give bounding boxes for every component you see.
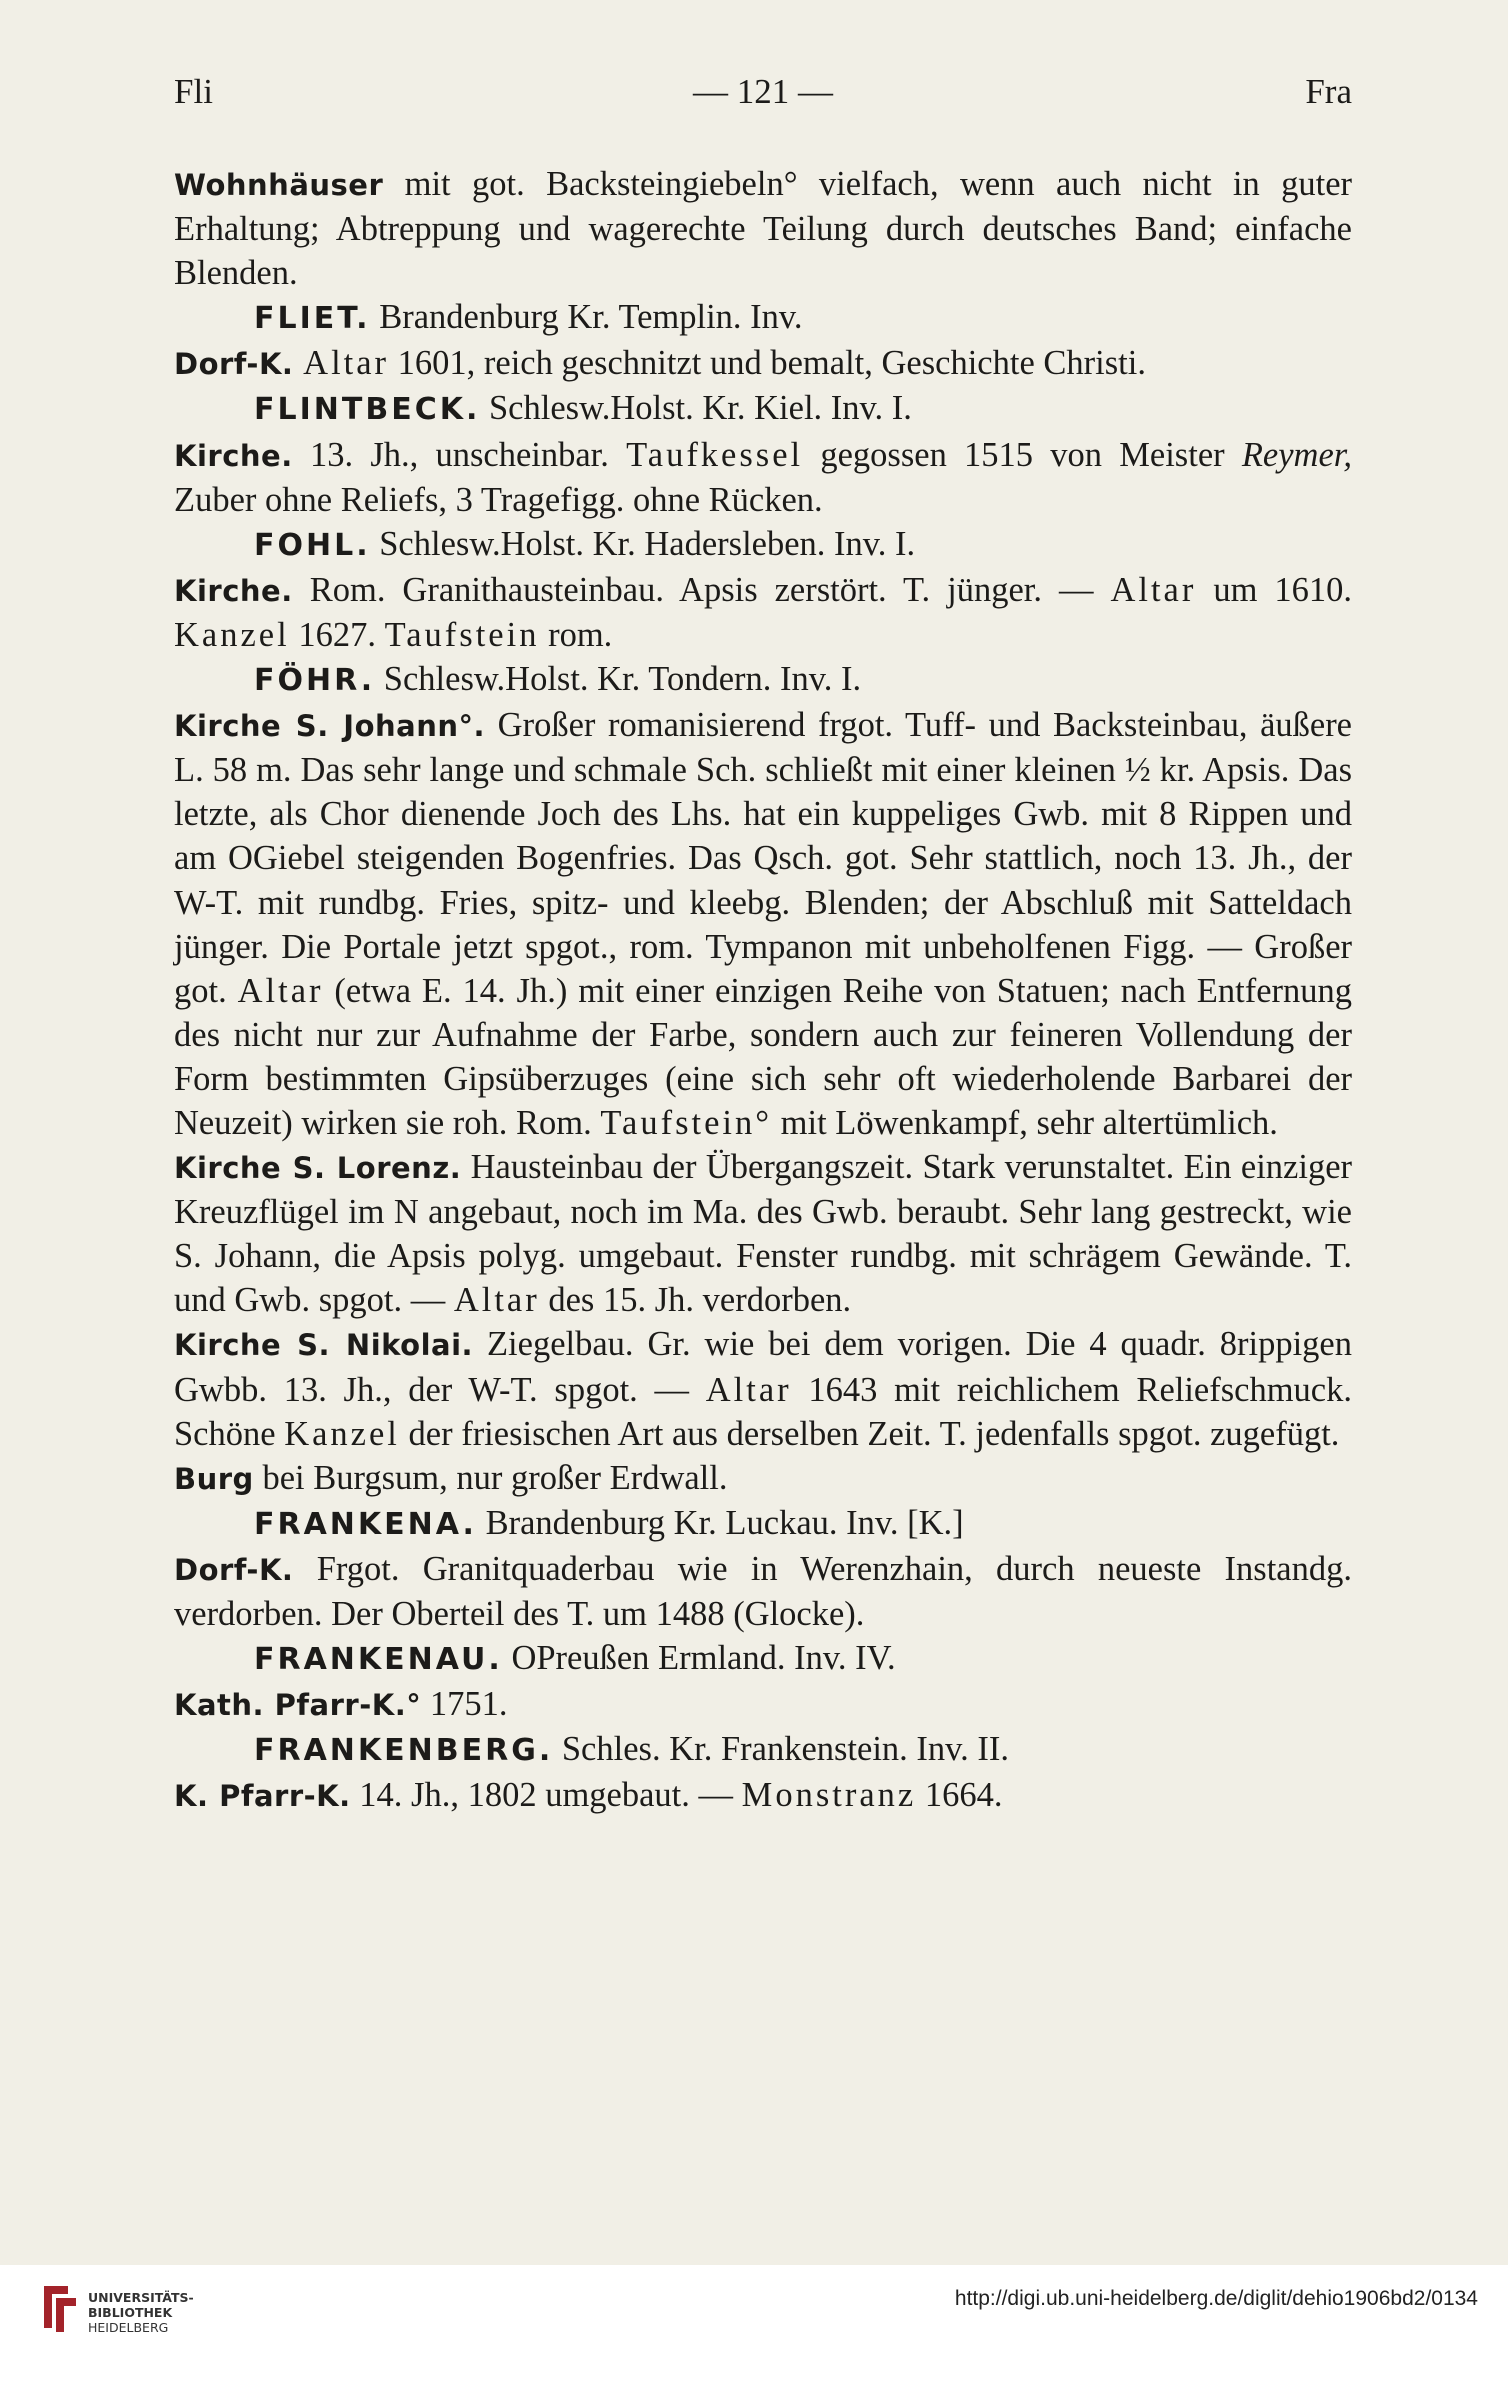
logo-line-1: UNIVERSITÄTS-: [88, 2290, 194, 2305]
spaced-term: Altar: [453, 1281, 540, 1320]
entry-dorf-k: [174, 341, 1352, 386]
logo-line-3: HEIDELBERG: [88, 2320, 169, 2335]
entry-text: 1601, reich geschnitzt und bemalt, Geschichte Christi.: [389, 344, 1146, 383]
place-name: FLIET.: [254, 301, 371, 337]
spaced-term: Taufkessel: [626, 435, 804, 474]
keyword: Burg: [174, 1461, 254, 1496]
entry-text: 1643 mit reichlichem Reliefschmuck. Schöne: [174, 1370, 1352, 1453]
place-heading-fliet: [174, 295, 1352, 341]
page-number: — 121 —: [693, 72, 833, 111]
spaced-term: Kanzel: [174, 615, 290, 654]
entry-text: mit Löwenkampf, sehr altertümlich.: [772, 1103, 1278, 1142]
header-left: Fli: [174, 72, 213, 111]
entry-text: Hausteinbau der Übergangszeit. Stark verunstaltet. Ein einziger Kreuzflügel im N angebaut, noch im Ma. des Gwb. beraubt. Sehr lang gestreckt, wie S. Johann, die Apsis polyg. umgebaut. Fenster rundbg. mit schrägem Gewände. T. und Gwb. spgot. —: [174, 1148, 1353, 1320]
entry-text: mit got. Backsteingiebeln° vielfach, wenn auch nicht in guter Erhaltung; Abtreppung und wagerechte Teilung durch deutsches Band; einfache Blenden.: [174, 165, 1352, 293]
entry-kirche-s-johann: [174, 703, 1352, 1145]
logo-line-2: BIBLIOTHEK: [88, 2305, 173, 2320]
entry-wohnhaeuser: [174, 162, 1352, 295]
keyword: Kirche S. Nikolai.: [174, 1328, 474, 1363]
entry-text: 14. Jh., 1802 umgebaut. —: [350, 1776, 742, 1815]
keyword: Kirche S. Lorenz.: [174, 1151, 462, 1186]
entry-text: 13. Jh., unscheinbar.: [292, 435, 627, 474]
keyword: Wohnhäuser: [174, 168, 384, 202]
spaced-term: Taufstein: [384, 615, 540, 654]
library-logo-text: [88, 2290, 194, 2335]
entry-text: um 1610.: [1196, 570, 1352, 609]
place-info: Schlesw.Holst. Kr. Hadersleben. Inv. I.: [370, 524, 916, 563]
place-name: FÖHR.: [254, 663, 376, 699]
entry-text: Rom. Granithausteinbau. Apsis zerstört. T. jünger. —: [292, 570, 1111, 609]
spaced-term: Altar: [237, 971, 324, 1010]
permalink-url[interactable]: http://digi.ub.uni-heidelberg.de/diglit/dehio1906bd2/0134: [954, 2287, 1478, 2310]
entry-text: 1751.: [421, 1685, 508, 1724]
place-name: FLINTBECK.: [254, 392, 481, 428]
entry-dorf-k-frankena: [174, 1547, 1352, 1636]
entry-burg: [174, 1456, 1352, 1501]
place-info: Brandenburg Kr. Templin. Inv.: [370, 298, 803, 337]
entry-k-pfarr-k: [174, 1773, 1352, 1818]
entry-text: 1664.: [916, 1776, 1003, 1815]
entry-text: Frgot. Granitquaderbau wie in Werenzhain, durch neueste Instandg. verdorben. Der Oberteil des T. um 1488 (Glocke).: [174, 1549, 1352, 1633]
keyword: Kirche.: [174, 438, 293, 473]
place-heading-flintbeck: [174, 386, 1352, 432]
keyword: Dorf-K.: [174, 1552, 294, 1587]
entry-kirche-s-nikolai: [174, 1322, 1352, 1455]
entry-kath-pfarr-k: [174, 1682, 1352, 1727]
keyword: Kath. Pfarr-K.°: [174, 1688, 422, 1723]
keyword: Dorf-K.: [174, 347, 294, 382]
entry-text: des 15. Jh. verdorben.: [539, 1281, 852, 1320]
place-name: FOHL.: [254, 527, 371, 563]
header-right: Fra: [1305, 72, 1352, 111]
italic-name: Reymer,: [1241, 435, 1352, 474]
keyword: Kirche S. Johann°.: [174, 709, 486, 744]
place-heading-frankenau: [174, 1636, 1352, 1682]
page-body: [174, 162, 1352, 1818]
entry-text: bei Burgsum, nur großer Erdwall.: [253, 1458, 728, 1497]
entry-text: gegossen 1515 von Meister: [803, 435, 1242, 474]
place-info: OPreußen Ermland. Inv. IV.: [502, 1639, 896, 1678]
spaced-term: Kanzel: [284, 1414, 400, 1453]
spaced-term: Altar: [1110, 570, 1197, 609]
entry-text: rom.: [539, 615, 613, 654]
entry-text: Großer romanisierend frgot. Tuff- und Backsteinbau, äußere L. 58 m. Das sehr lange und schmale Sch. schließt mit einer kleinen ½ kr. Apsis. Das letzte, als Chor dienende Joch des Lhs. hat ein kuppeliges Gwb. mit 8 Rippen und am OGiebel steigenden Bogenfries. Das Qsch. got. Sehr stattlich, noch 13. Jh., der W-T. mit rundbg. Fries, spitz- und kleebg. Blenden; der Abschluß mit Satteldach jünger. Die Portale jetzt spgot., rom. Tympanon mit unbeholfenen Figg. — Großer got.: [174, 706, 1352, 1010]
entry-text: Zuber ohne Reliefs, 3 Tragefigg. ohne Rücken.: [174, 480, 823, 519]
entry-text: Ziegelbau. Gr. wie bei dem vorigen. Die 4 quadr. 8rippigen Gwbb. 13. Jh., der W-T. spgot. —: [174, 1325, 1352, 1409]
place-heading-frankena: [174, 1501, 1352, 1547]
spaced-term: Altar: [705, 1370, 792, 1409]
entry-text: 1627.: [289, 615, 385, 654]
spaced-term: Altar: [293, 344, 390, 383]
place-info: Schlesw.Holst. Kr. Kiel. Inv. I.: [480, 389, 912, 428]
keyword: K. Pfarr-K.: [174, 1779, 351, 1814]
place-name: FRANKENA.: [254, 1506, 477, 1542]
place-heading-fohl: [174, 522, 1352, 568]
entry-text: der friesischen Art aus derselben Zeit. T. jedenfalls spgot. zugefügt.: [399, 1414, 1340, 1453]
place-name: FRANKENAU.: [254, 1642, 503, 1678]
place-info: Brandenburg Kr. Luckau. Inv. [K.]: [476, 1503, 964, 1542]
library-logo-icon: [38, 2282, 82, 2336]
spaced-term: Monstranz: [741, 1776, 917, 1815]
entry-kirche-fohl: [174, 568, 1352, 657]
place-heading-frankenberg: [174, 1727, 1352, 1773]
place-info: Schles. Kr. Frankenstein. Inv. II.: [553, 1730, 1010, 1769]
running-header: [174, 72, 1352, 122]
place-info: Schlesw.Holst. Kr. Tondern. Inv. I.: [375, 660, 862, 699]
entry-kirche-flintbeck: [174, 433, 1352, 522]
entry-text: (etwa E. 14. Jh.) mit einer einzigen Reihe von Statuen; nach Entfernung des nicht nur zur Aufnahme der Farbe, sondern auch zur feineren Vollendung der Form bestimmten Gipsüberzuges (eine sich sehr oft wiederholende Barbarei der Neuzeit) wirken sie roh. Rom.: [174, 971, 1352, 1142]
place-heading-fohr: [174, 657, 1352, 703]
viewer-footer: [0, 2265, 1508, 2381]
entry-kirche-s-lorenz: [174, 1145, 1352, 1322]
keyword: Kirche.: [174, 573, 293, 608]
spaced-term: Taufstein°: [600, 1103, 773, 1142]
place-name: FRANKENBERG.: [254, 1733, 554, 1769]
